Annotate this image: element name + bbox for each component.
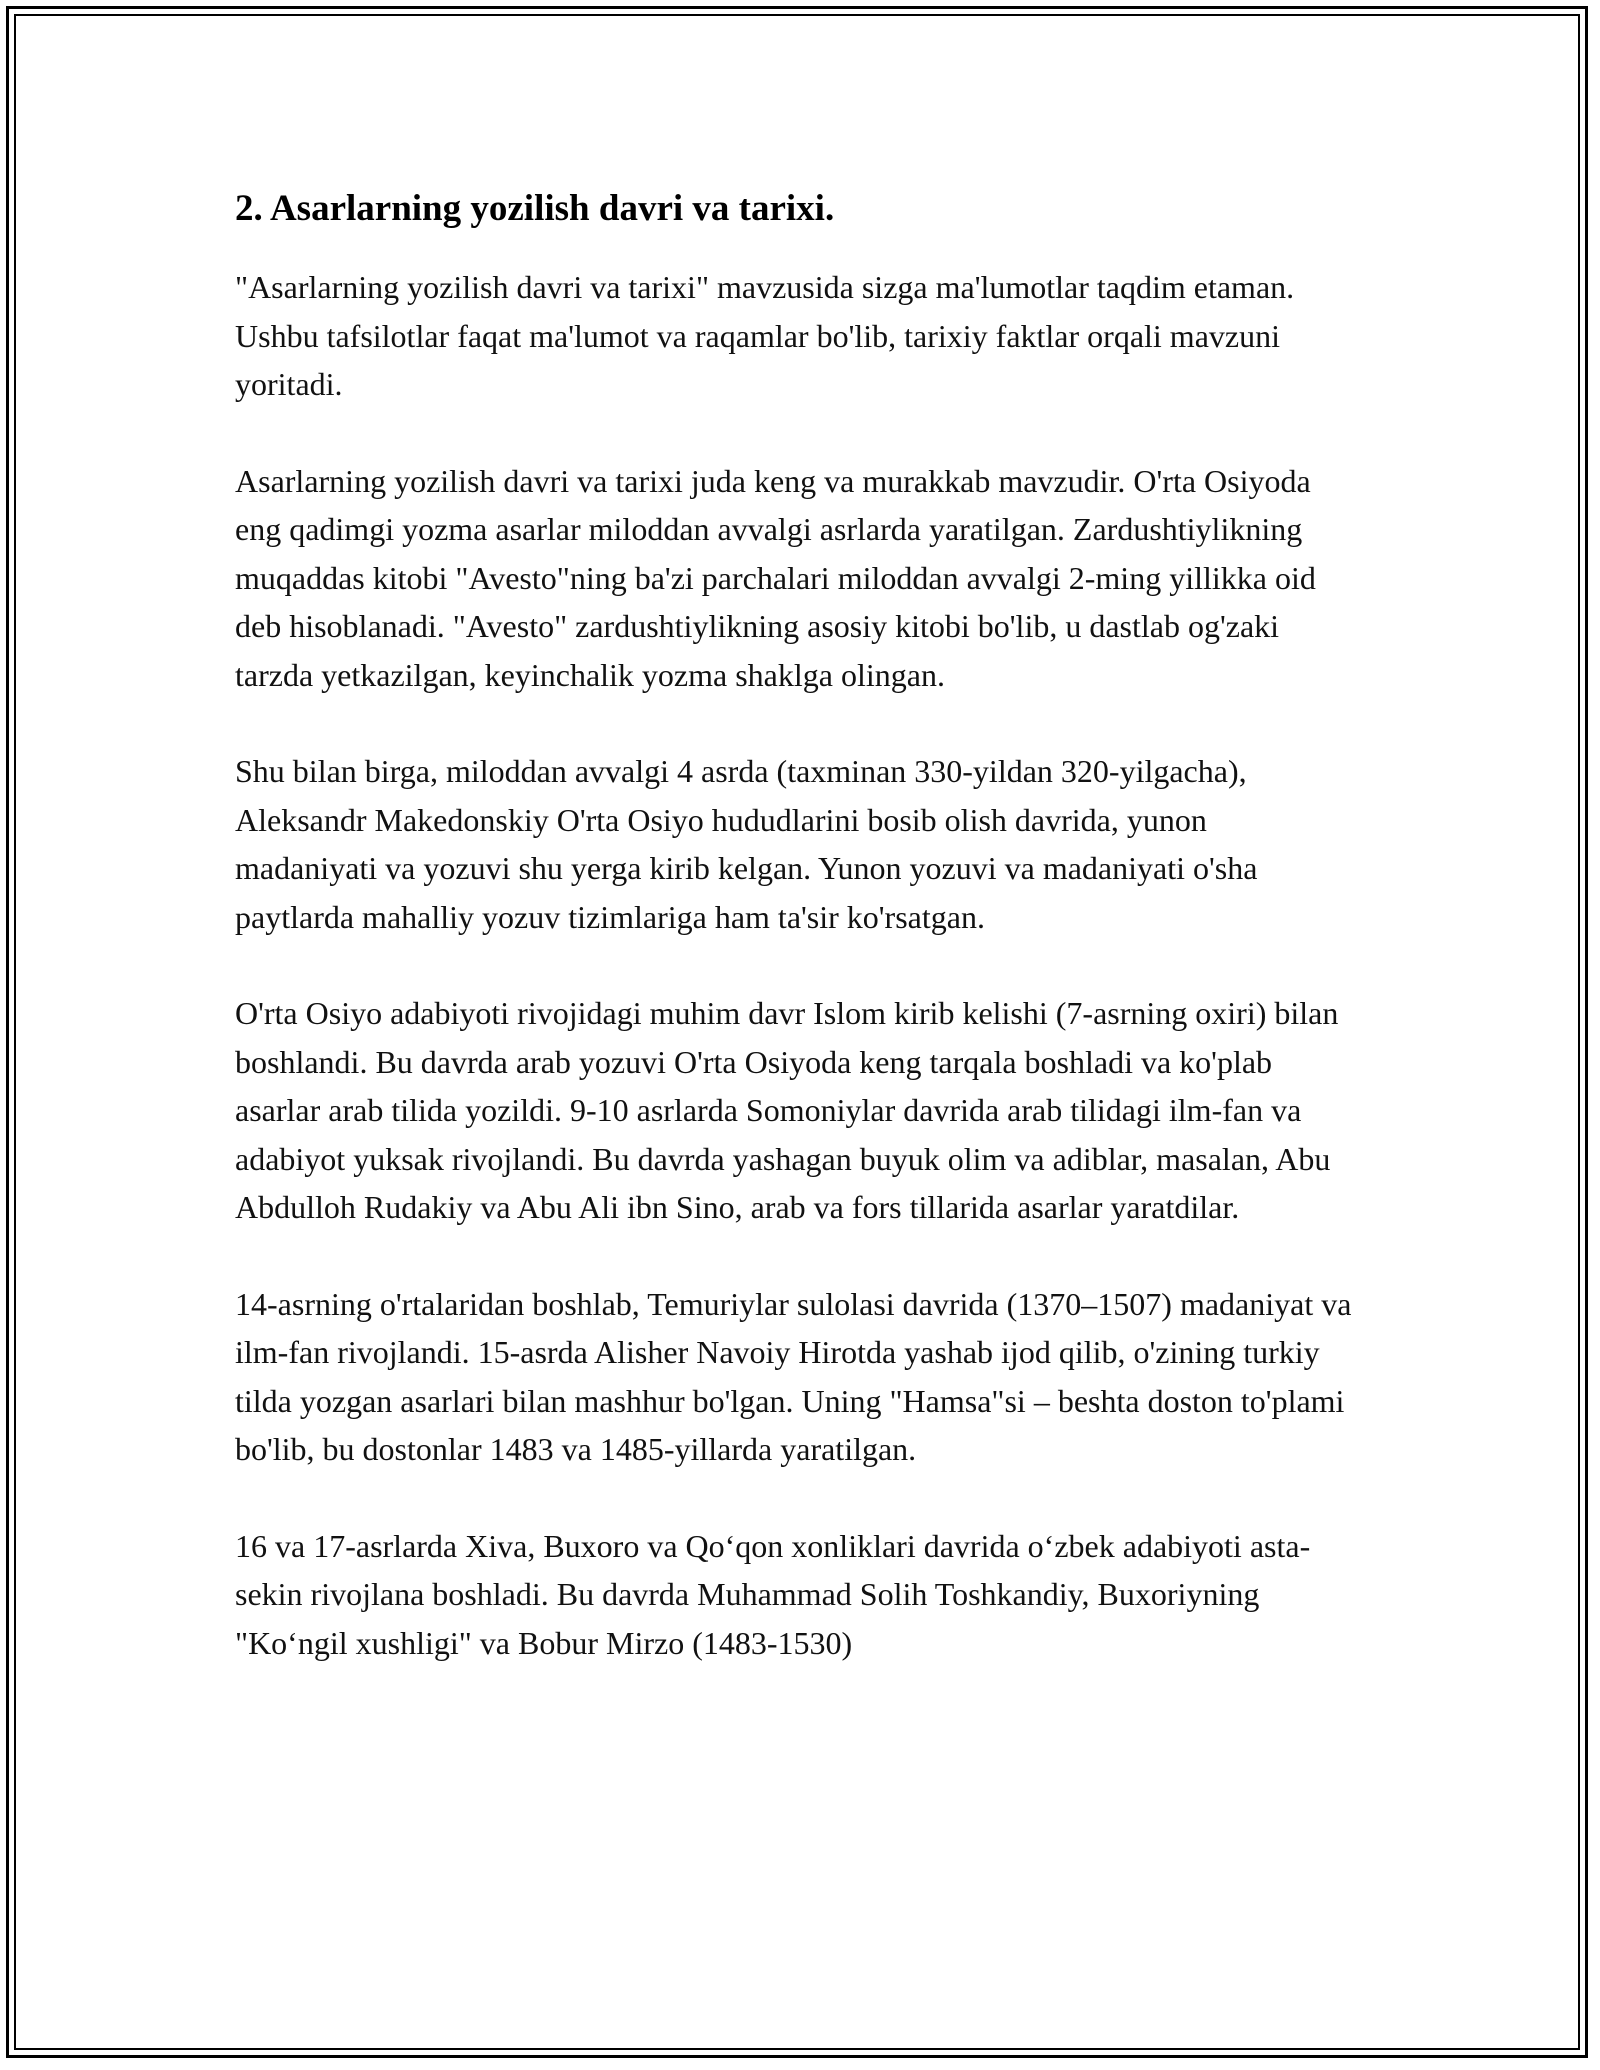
paragraph-5: 14-asrning o'rtalaridan boshlab, Temuriylar sulolasi davrida (1370–1507) madaniyat va ilm-fan rivojlandi. 15-asrda Alisher Navoiy Hirotda yashab ijod qilib, o'zining turkiy tilda yozgan asarlari bilan mashhur bo'lgan. Uning "Hamsa"si – beshta doston to'plami bo'lib, bu dostonlar 1483 va 1485-yillarda yaratilgan. — [235, 1285, 1352, 1467]
paragraph-3: Shu bilan birga, miloddan avvalgi 4 asrda (taxminan 330-yildan 320-yilgacha), Aleksandr Makedonskiy O'rta Osiyo hududlarini bosib olish davrida, yunon madaniyati va yozuvi shu yerga kirib kelgan. Yunon yozuvi va madaniyati o'sha paytlarda mahalliy yozuv tizimlariga ham ta'sir ko'rsatgan. — [235, 753, 1258, 935]
paragraph-1: "Asarlarning yozilish davri va tarixi" mavzusida sizga ma'lumotlar taqdim etaman. Ushbu tafsilotlar faqat ma'lumot va raqamlar bo'lib, tarixiy faktlar orqali mavzuni yoritadi. — [235, 269, 1295, 402]
paragraph-4: O'rta Osiyo adabiyoti rivojidagi muhim davr Islom kirib kelishi (7-asrning oxiri) bilan boshlandi. Bu davrda arab yozuvi O'rta Osiyoda keng tarqala boshladi va ko'plab asarlar arab tilida yozildi. 9-10 asrlarda Somoniylar davrida arab tilidagi ilm-fan va adabiyot yuksak rivojlandi. Bu davrda yashagan buyuk olim va adiblar, masalan, Abu Abdulloh Rudakiy va Abu Ali ibn Sino, arab va fors tillarida asarlar yaratdilar. — [235, 995, 1339, 1225]
document-body — [235, 185, 1355, 1715]
section-title: 2. Asarlarning yozilish davri va tarixi. — [235, 188, 835, 229]
paragraph-6: 16 va 17-asrlarda Xiva, Buxoro va Qo‘qon xonliklari davrida o‘zbek adabiyoti asta-sekin rivojlana boshladi. Bu davrda Muhammad Solih Toshkandiy, Buxoriyning "Ko‘ngil xushligi" va Bobur Mirzo (1483-1530) — [235, 1527, 1311, 1661]
paragraph-2: Asarlarning yozilish davri va tarixi juda keng va murakkab mavzudir. O'rta Osiyoda eng qadimgi yozma asarlar miloddan avvalgi asrlarda yaratilgan. Zardushtiylikning muqaddas kitobi "Avesto"ning ba'zi parchalari miloddan avvalgi 2-ming yillikka oid deb hisoblanadi. "Avesto" zardushtiylikning asosiy kitobi bo'lib, u dastlab og'zaki tarzda yetkazilgan, keyinchalik yozma shaklga olingan. — [235, 462, 1316, 693]
